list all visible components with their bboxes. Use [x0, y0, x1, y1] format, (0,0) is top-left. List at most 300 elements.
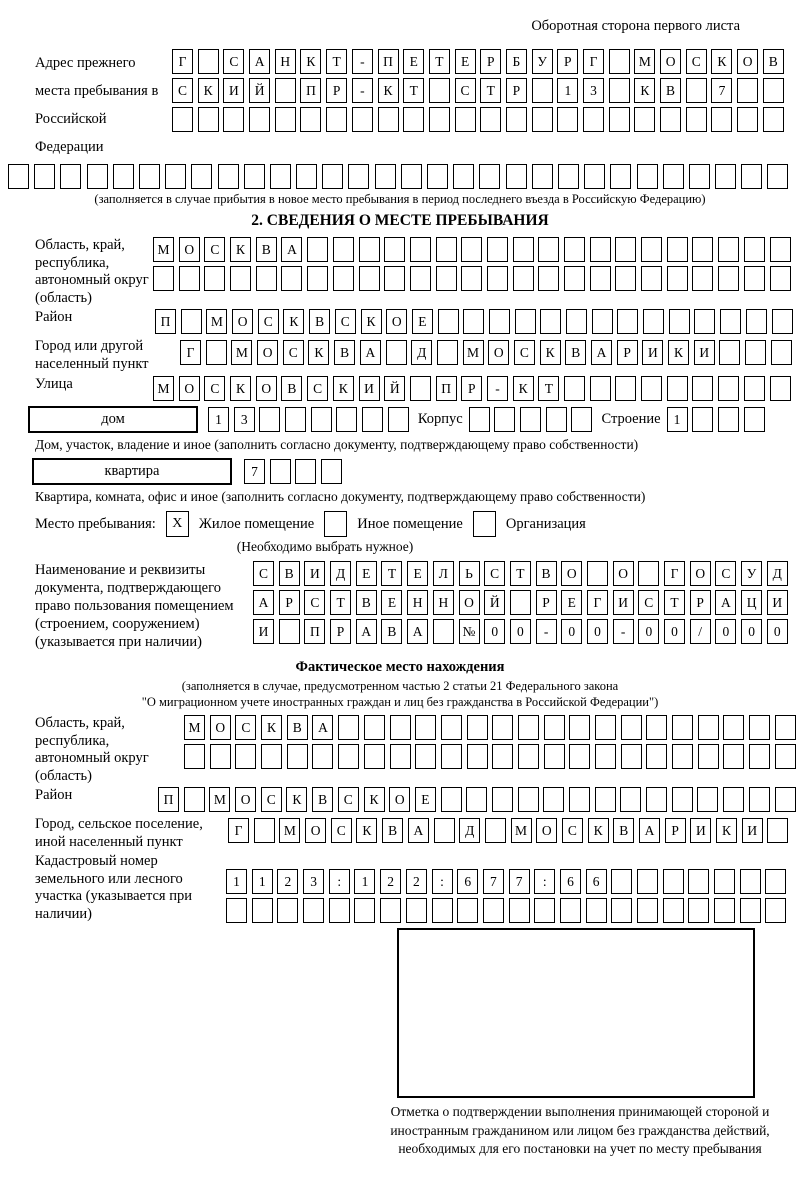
char-cell[interactable] — [718, 376, 739, 401]
char-cell[interactable] — [615, 266, 636, 291]
char-cell[interactable] — [492, 715, 513, 740]
house-type-box[interactable]: дом — [28, 406, 198, 433]
char-cell[interactable] — [338, 715, 359, 740]
char-cell[interactable] — [506, 164, 527, 189]
char-cell[interactable] — [153, 266, 174, 291]
char-cell[interactable]: К — [283, 309, 304, 334]
char-cell[interactable]: Д — [459, 818, 480, 843]
char-cell[interactable] — [403, 107, 424, 132]
char-cell[interactable] — [749, 744, 770, 769]
char-cell[interactable]: М — [206, 309, 227, 334]
char-cell[interactable] — [191, 164, 212, 189]
char-cell[interactable]: А — [360, 340, 381, 365]
char-cell[interactable]: И — [613, 590, 634, 615]
char-cell[interactable]: М — [209, 787, 230, 812]
char-cell[interactable]: С — [338, 787, 359, 812]
char-cell[interactable] — [584, 164, 605, 189]
char-cell[interactable] — [637, 869, 658, 894]
char-cell[interactable]: С — [204, 237, 225, 262]
char-cell[interactable] — [711, 107, 732, 132]
char-cell[interactable]: 1 — [252, 869, 273, 894]
char-cell[interactable] — [466, 787, 487, 812]
char-cell[interactable] — [672, 744, 693, 769]
char-cell[interactable]: 6 — [586, 869, 607, 894]
char-cell[interactable]: 7 — [711, 78, 732, 103]
char-cell[interactable]: Р — [617, 340, 638, 365]
char-cell[interactable] — [513, 237, 534, 262]
char-cell[interactable] — [718, 266, 739, 291]
char-cell[interactable]: : — [432, 869, 453, 894]
char-cell[interactable]: Г — [583, 49, 604, 74]
char-cell[interactable]: 0 — [484, 619, 505, 644]
char-cell[interactable]: И — [690, 818, 711, 843]
char-cell[interactable]: Ь — [459, 561, 480, 586]
char-cell[interactable] — [487, 266, 508, 291]
char-cell[interactable] — [663, 869, 684, 894]
char-cell[interactable]: П — [378, 49, 399, 74]
char-cell[interactable] — [744, 407, 765, 432]
char-cell[interactable]: Р — [690, 590, 711, 615]
char-cell[interactable] — [634, 107, 655, 132]
char-cell[interactable] — [749, 787, 770, 812]
char-cell[interactable]: В — [660, 78, 681, 103]
char-cell[interactable]: И — [304, 561, 325, 586]
char-cell[interactable]: О — [459, 590, 480, 615]
char-cell[interactable] — [715, 164, 736, 189]
char-cell[interactable] — [590, 376, 611, 401]
char-cell[interactable] — [534, 898, 555, 923]
char-cell[interactable]: К — [300, 49, 321, 74]
char-cell[interactable] — [714, 898, 735, 923]
char-cell[interactable] — [410, 266, 431, 291]
char-cell[interactable] — [771, 340, 792, 365]
char-cell[interactable] — [429, 107, 450, 132]
char-cell[interactable] — [590, 237, 611, 262]
char-cell[interactable]: К — [364, 787, 385, 812]
char-cell[interactable]: Д — [411, 340, 432, 365]
char-cell[interactable] — [698, 715, 719, 740]
char-cell[interactable]: О — [235, 787, 256, 812]
char-cell[interactable]: С — [455, 78, 476, 103]
char-cell[interactable]: 0 — [510, 619, 531, 644]
char-cell[interactable]: К — [716, 818, 737, 843]
char-cell[interactable] — [609, 107, 630, 132]
char-cell[interactable] — [641, 266, 662, 291]
char-cell[interactable]: С — [235, 715, 256, 740]
char-cell[interactable]: В — [356, 590, 377, 615]
char-cell[interactable] — [390, 715, 411, 740]
char-cell[interactable] — [252, 898, 273, 923]
char-cell[interactable]: 1 — [667, 407, 688, 432]
char-cell[interactable] — [669, 309, 690, 334]
char-cell[interactable] — [609, 49, 630, 74]
char-cell[interactable]: 0 — [715, 619, 736, 644]
char-cell[interactable] — [744, 237, 765, 262]
char-cell[interactable]: М — [153, 237, 174, 262]
char-cell[interactable]: В — [381, 619, 402, 644]
char-cell[interactable] — [254, 818, 275, 843]
char-cell[interactable]: А — [408, 818, 429, 843]
char-cell[interactable] — [467, 715, 488, 740]
char-cell[interactable]: 0 — [587, 619, 608, 644]
char-cell[interactable] — [329, 898, 350, 923]
char-cell[interactable] — [532, 78, 553, 103]
char-cell[interactable] — [643, 309, 664, 334]
char-cell[interactable] — [87, 164, 108, 189]
char-cell[interactable]: С — [304, 590, 325, 615]
char-cell[interactable] — [637, 898, 658, 923]
char-cell[interactable] — [587, 561, 608, 586]
char-cell[interactable]: Е — [455, 49, 476, 74]
char-cell[interactable] — [775, 787, 796, 812]
char-cell[interactable]: Д — [767, 561, 788, 586]
char-cell[interactable]: Е — [561, 590, 582, 615]
char-cell[interactable] — [218, 164, 239, 189]
char-cell[interactable] — [364, 744, 385, 769]
char-cell[interactable]: К — [230, 376, 251, 401]
char-cell[interactable]: - — [352, 78, 373, 103]
char-cell[interactable]: 1 — [226, 869, 247, 894]
char-cell[interactable] — [692, 407, 713, 432]
char-cell[interactable]: Т — [664, 590, 685, 615]
char-cell[interactable]: - — [487, 376, 508, 401]
char-cell[interactable]: К — [286, 787, 307, 812]
char-cell[interactable] — [461, 266, 482, 291]
char-cell[interactable] — [415, 744, 436, 769]
char-cell[interactable]: 7 — [509, 869, 530, 894]
char-cell[interactable]: О — [210, 715, 231, 740]
char-cell[interactable] — [646, 715, 667, 740]
char-cell[interactable] — [689, 164, 710, 189]
char-cell[interactable]: 1 — [557, 78, 578, 103]
char-cell[interactable]: Й — [484, 590, 505, 615]
char-cell[interactable]: / — [690, 619, 711, 644]
char-cell[interactable]: Е — [381, 590, 402, 615]
char-cell[interactable] — [210, 744, 231, 769]
char-cell[interactable] — [688, 898, 709, 923]
char-cell[interactable] — [275, 107, 296, 132]
char-cell[interactable]: Г — [228, 818, 249, 843]
char-cell[interactable]: В — [281, 376, 302, 401]
char-cell[interactable] — [663, 898, 684, 923]
char-cell[interactable]: В — [382, 818, 403, 843]
char-cell[interactable] — [592, 309, 613, 334]
char-cell[interactable] — [610, 164, 631, 189]
char-cell[interactable]: Р — [480, 49, 501, 74]
char-cell[interactable] — [667, 266, 688, 291]
char-cell[interactable]: С — [562, 818, 583, 843]
char-cell[interactable] — [641, 376, 662, 401]
char-cell[interactable]: К — [540, 340, 561, 365]
char-cell[interactable] — [686, 78, 707, 103]
char-cell[interactable] — [494, 407, 515, 432]
char-cell[interactable]: А — [407, 619, 428, 644]
char-cell[interactable] — [737, 78, 758, 103]
char-cell[interactable]: Г — [172, 49, 193, 74]
char-cell[interactable]: Т — [403, 78, 424, 103]
char-cell[interactable]: Р — [506, 78, 527, 103]
char-cell[interactable]: О — [386, 309, 407, 334]
char-cell[interactable] — [485, 818, 506, 843]
char-cell[interactable] — [390, 744, 411, 769]
char-cell[interactable]: Й — [249, 78, 270, 103]
char-cell[interactable] — [672, 715, 693, 740]
char-cell[interactable] — [296, 164, 317, 189]
char-cell[interactable]: Р — [557, 49, 578, 74]
char-cell[interactable] — [437, 340, 458, 365]
char-cell[interactable]: С — [253, 561, 274, 586]
char-cell[interactable] — [287, 744, 308, 769]
char-cell[interactable]: К — [333, 376, 354, 401]
char-cell[interactable]: Б — [506, 49, 527, 74]
char-cell[interactable] — [375, 164, 396, 189]
char-cell[interactable] — [279, 619, 300, 644]
char-cell[interactable] — [564, 237, 585, 262]
stay-type-checkbox-organization[interactable] — [473, 511, 496, 537]
char-cell[interactable] — [741, 164, 762, 189]
char-cell[interactable] — [184, 744, 205, 769]
char-cell[interactable] — [441, 744, 462, 769]
char-cell[interactable] — [667, 237, 688, 262]
char-cell[interactable]: 1 — [354, 869, 375, 894]
char-cell[interactable] — [322, 164, 343, 189]
char-cell[interactable]: А — [356, 619, 377, 644]
char-cell[interactable] — [772, 309, 793, 334]
char-cell[interactable] — [770, 266, 791, 291]
char-cell[interactable]: О — [232, 309, 253, 334]
char-cell[interactable] — [641, 237, 662, 262]
char-cell[interactable] — [770, 376, 791, 401]
char-cell[interactable]: 2 — [380, 869, 401, 894]
char-cell[interactable] — [223, 107, 244, 132]
char-cell[interactable] — [321, 459, 342, 484]
char-cell[interactable] — [543, 787, 564, 812]
char-cell[interactable]: 0 — [767, 619, 788, 644]
char-cell[interactable] — [770, 237, 791, 262]
char-cell[interactable]: М — [511, 818, 532, 843]
char-cell[interactable] — [698, 744, 719, 769]
char-cell[interactable] — [270, 459, 291, 484]
char-cell[interactable] — [637, 164, 658, 189]
char-cell[interactable]: Й — [384, 376, 405, 401]
char-cell[interactable] — [557, 107, 578, 132]
char-cell[interactable]: И — [359, 376, 380, 401]
char-cell[interactable] — [737, 107, 758, 132]
char-cell[interactable] — [463, 309, 484, 334]
char-cell[interactable]: Е — [356, 561, 377, 586]
char-cell[interactable] — [740, 898, 761, 923]
char-cell[interactable]: В — [287, 715, 308, 740]
char-cell[interactable]: В — [763, 49, 784, 74]
char-cell[interactable] — [765, 869, 786, 894]
char-cell[interactable]: В — [309, 309, 330, 334]
char-cell[interactable] — [469, 407, 490, 432]
char-cell[interactable]: Н — [275, 49, 296, 74]
char-cell[interactable] — [564, 376, 585, 401]
char-cell[interactable] — [333, 266, 354, 291]
char-cell[interactable]: К — [378, 78, 399, 103]
char-cell[interactable] — [558, 164, 579, 189]
char-cell[interactable]: П — [304, 619, 325, 644]
char-cell[interactable] — [434, 818, 455, 843]
char-cell[interactable] — [569, 787, 590, 812]
char-cell[interactable] — [611, 898, 632, 923]
char-cell[interactable] — [569, 744, 590, 769]
char-cell[interactable] — [436, 266, 457, 291]
char-cell[interactable]: И — [767, 590, 788, 615]
char-cell[interactable] — [206, 340, 227, 365]
char-cell[interactable]: О — [256, 376, 277, 401]
char-cell[interactable] — [714, 869, 735, 894]
char-cell[interactable] — [767, 164, 788, 189]
char-cell[interactable]: 0 — [561, 619, 582, 644]
char-cell[interactable]: М — [231, 340, 252, 365]
char-cell[interactable] — [384, 237, 405, 262]
char-cell[interactable] — [509, 898, 530, 923]
char-cell[interactable]: О — [257, 340, 278, 365]
char-cell[interactable]: Т — [381, 561, 402, 586]
char-cell[interactable]: - — [352, 49, 373, 74]
char-cell[interactable] — [483, 898, 504, 923]
char-cell[interactable] — [244, 164, 265, 189]
char-cell[interactable] — [532, 164, 553, 189]
char-cell[interactable]: Ц — [741, 590, 762, 615]
char-cell[interactable]: 2 — [277, 869, 298, 894]
char-cell[interactable] — [694, 309, 715, 334]
char-cell[interactable]: Г — [587, 590, 608, 615]
char-cell[interactable]: 2 — [406, 869, 427, 894]
char-cell[interactable]: О — [613, 561, 634, 586]
char-cell[interactable]: А — [253, 590, 274, 615]
char-cell[interactable] — [571, 407, 592, 432]
char-cell[interactable] — [453, 164, 474, 189]
char-cell[interactable]: Т — [330, 590, 351, 615]
char-cell[interactable]: - — [536, 619, 557, 644]
char-cell[interactable] — [697, 787, 718, 812]
char-cell[interactable] — [775, 715, 796, 740]
char-cell[interactable]: К — [634, 78, 655, 103]
char-cell[interactable] — [660, 107, 681, 132]
char-cell[interactable]: В — [536, 561, 557, 586]
char-cell[interactable] — [380, 898, 401, 923]
char-cell[interactable] — [538, 237, 559, 262]
char-cell[interactable]: 0 — [638, 619, 659, 644]
char-cell[interactable] — [763, 78, 784, 103]
char-cell[interactable] — [692, 266, 713, 291]
char-cell[interactable] — [410, 376, 431, 401]
char-cell[interactable] — [540, 309, 561, 334]
char-cell[interactable]: 0 — [664, 619, 685, 644]
char-cell[interactable] — [615, 376, 636, 401]
char-cell[interactable]: О — [179, 376, 200, 401]
char-cell[interactable] — [740, 869, 761, 894]
char-cell[interactable]: Л — [433, 561, 454, 586]
char-cell[interactable] — [765, 898, 786, 923]
char-cell[interactable]: 3 — [583, 78, 604, 103]
char-cell[interactable] — [617, 309, 638, 334]
char-cell[interactable]: 6 — [560, 869, 581, 894]
char-cell[interactable] — [270, 164, 291, 189]
char-cell[interactable]: К — [513, 376, 534, 401]
char-cell[interactable]: С — [638, 590, 659, 615]
char-cell[interactable]: Р — [326, 78, 347, 103]
char-cell[interactable] — [672, 787, 693, 812]
char-cell[interactable] — [506, 107, 527, 132]
char-cell[interactable] — [621, 715, 642, 740]
char-cell[interactable] — [352, 107, 373, 132]
char-cell[interactable]: С — [307, 376, 328, 401]
char-cell[interactable] — [723, 744, 744, 769]
char-cell[interactable]: М — [184, 715, 205, 740]
char-cell[interactable] — [621, 744, 642, 769]
char-cell[interactable] — [307, 237, 328, 262]
char-cell[interactable] — [295, 459, 316, 484]
char-cell[interactable] — [378, 107, 399, 132]
char-cell[interactable] — [277, 898, 298, 923]
char-cell[interactable] — [744, 266, 765, 291]
char-cell[interactable]: В — [334, 340, 355, 365]
char-cell[interactable] — [564, 266, 585, 291]
char-cell[interactable] — [388, 407, 409, 432]
char-cell[interactable]: М — [634, 49, 655, 74]
char-cell[interactable]: О — [179, 237, 200, 262]
char-cell[interactable]: А — [591, 340, 612, 365]
char-cell[interactable] — [692, 237, 713, 262]
char-cell[interactable] — [362, 407, 383, 432]
char-cell[interactable]: Р — [279, 590, 300, 615]
char-cell[interactable] — [510, 590, 531, 615]
char-cell[interactable] — [198, 107, 219, 132]
char-cell[interactable]: С — [335, 309, 356, 334]
char-cell[interactable]: С — [204, 376, 225, 401]
char-cell[interactable] — [767, 818, 788, 843]
char-cell[interactable] — [312, 744, 333, 769]
char-cell[interactable]: О — [305, 818, 326, 843]
char-cell[interactable] — [179, 266, 200, 291]
char-cell[interactable]: С — [331, 818, 352, 843]
char-cell[interactable] — [259, 407, 280, 432]
char-cell[interactable]: В — [613, 818, 634, 843]
char-cell[interactable]: Р — [536, 590, 557, 615]
char-cell[interactable]: О — [737, 49, 758, 74]
char-cell[interactable]: № — [459, 619, 480, 644]
char-cell[interactable] — [333, 237, 354, 262]
char-cell[interactable]: К — [230, 237, 251, 262]
char-cell[interactable]: Т — [429, 49, 450, 74]
char-cell[interactable] — [663, 164, 684, 189]
char-cell[interactable] — [34, 164, 55, 189]
char-cell[interactable] — [718, 407, 739, 432]
char-cell[interactable]: Р — [330, 619, 351, 644]
char-cell[interactable] — [688, 869, 709, 894]
char-cell[interactable]: И — [694, 340, 715, 365]
char-cell[interactable] — [235, 744, 256, 769]
char-cell[interactable]: Р — [665, 818, 686, 843]
char-cell[interactable] — [746, 309, 767, 334]
char-cell[interactable]: 7 — [483, 869, 504, 894]
char-cell[interactable]: П — [158, 787, 179, 812]
char-cell[interactable] — [303, 898, 324, 923]
char-cell[interactable]: С — [686, 49, 707, 74]
char-cell[interactable]: Е — [415, 787, 436, 812]
char-cell[interactable]: 1 — [208, 407, 229, 432]
char-cell[interactable] — [487, 237, 508, 262]
char-cell[interactable] — [763, 107, 784, 132]
char-cell[interactable]: О — [536, 818, 557, 843]
char-cell[interactable] — [723, 787, 744, 812]
char-cell[interactable]: В — [256, 237, 277, 262]
char-cell[interactable]: К — [588, 818, 609, 843]
